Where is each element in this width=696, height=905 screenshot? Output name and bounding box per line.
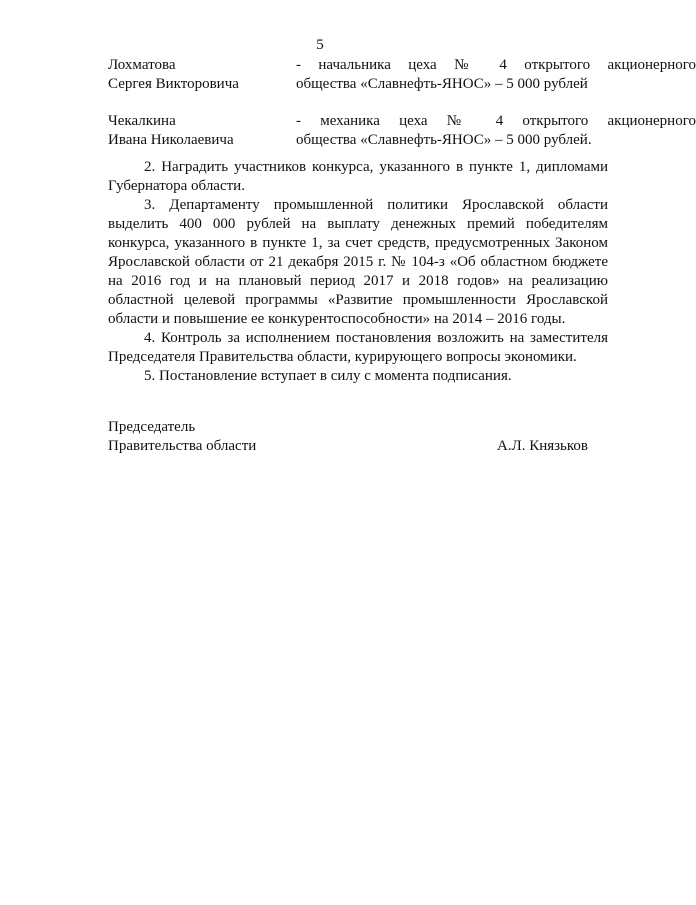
- signatory-position-line-1: Председатель: [108, 419, 196, 435]
- awardee-description-line: общества «Славнефть-ЯНОС» – 5 000 рублей.: [296, 132, 592, 148]
- paragraph-item-2: 2. Наградить участников конкурса, указанного в пункте 1, дипломами Губернатора области.: [108, 159, 608, 194]
- paragraph-item-3: 3. Департаменту промышленной политики Ярославской области выделить 400 000 рублей на выплату денежных премий победителям конкурса, указанного в пункте 1, за счет средств, предусмотренных Законом Ярославской области от 21 декабря 2015 г. № 104-з «Об областном бюджете на 2016 год и на плановый период 2017 и 2018 годов» на реализацию областной целевой программы «Развитие промышленности Ярославской области и повышение ее конкурентоспособности» на 2014 – 2016 годы.: [108, 197, 608, 327]
- awardee-description-line: - механика цеха № 4 открытого акционерного: [296, 113, 696, 129]
- awardee-description-line: общества «Славнефть-ЯНОС» – 5 000 рублей: [296, 76, 588, 92]
- signatory-position-line-2: Правительства области: [108, 438, 257, 454]
- page-number: 5: [316, 37, 324, 53]
- awardee-name: [108, 112, 288, 150]
- signatory-name: А.Л. Князьков: [496, 438, 588, 454]
- awardee-description: [296, 56, 696, 94]
- resolution-body: [108, 158, 608, 386]
- awardee-description-line: - начальника цеха № 4 открытого акционерного: [296, 57, 696, 73]
- awardee-surname: Лохматова: [108, 57, 176, 73]
- signature-line: [108, 437, 588, 456]
- paragraph-item-5: 5. Постановление вступает в силу с момента подписания.: [144, 368, 512, 384]
- signature-block: [108, 418, 588, 456]
- awardee-given-names: Ивана Николаевича: [108, 132, 234, 148]
- awardee-given-names: Сергея Викторовича: [108, 76, 239, 92]
- awardee-description: [296, 112, 696, 150]
- awardee-surname: Чекалкина: [108, 113, 176, 129]
- awardee-name: [108, 56, 288, 94]
- paragraph-item-4: 4. Контроль за исполнением постановления возложить на заместителя Председателя Правительства области, курирующего вопросы экономики.: [108, 330, 608, 365]
